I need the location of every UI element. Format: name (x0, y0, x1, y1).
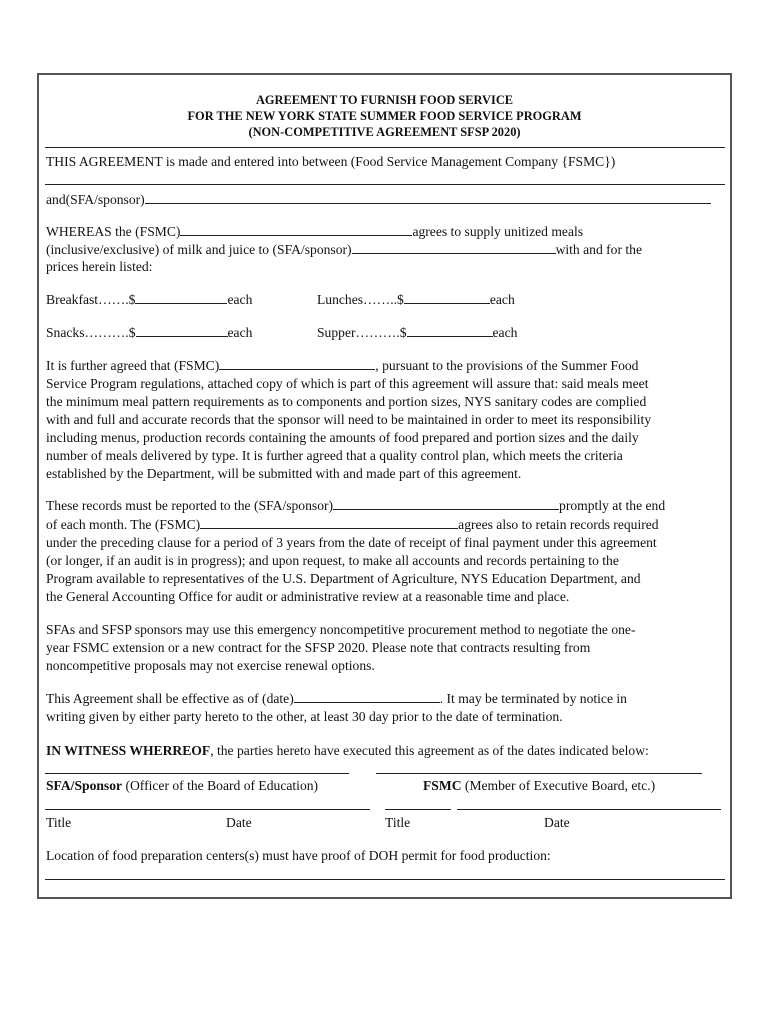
further-label: It is further agreed that (FSMC) (46, 358, 220, 373)
fsmc-title-field[interactable] (385, 809, 451, 810)
doc-title-line3: (NON-COMPETITIVE AGREEMENT SFSP 2020) (248, 125, 521, 139)
supper-each: each (492, 325, 518, 340)
sfa-sponsor-label: SFA/Sponsor (46, 778, 123, 793)
and-sfa-label: and(SFA/sponsor) (46, 192, 145, 207)
further-line5: including menus, production records containing the amounts of food prepared and portion sizes and the daily (46, 430, 639, 445)
supper-price-field[interactable] (407, 323, 493, 337)
fsmc-title-label: Title (385, 815, 411, 830)
records-line6: the General Accounting Office for audit or administrative review at a reasonable time and place. (46, 589, 570, 604)
fsmc-date-label: Date (544, 815, 570, 830)
effective-date-field[interactable] (294, 689, 440, 703)
whereas-inclusive: (inclusive/exclusive) of milk and juice to (SFA/sponsor) (46, 242, 352, 257)
sfas-paragraph (46, 621, 726, 675)
snacks-each: each (227, 325, 253, 340)
records-line4: (or longer, if an audit is in progress); and upon request, to make all accounts and records pertaining to the (46, 553, 619, 568)
records-paragraph (46, 496, 726, 606)
sfa-date-label: Date (226, 815, 252, 830)
fsmc-desc: (Member of Executive Board, etc.) (461, 778, 656, 793)
lunches-each: each (489, 292, 515, 307)
records-agrees: agrees also to retain records required (458, 517, 659, 532)
location-field[interactable] (45, 879, 725, 880)
sfas-line3: noncompetitive proposals may not exercise renewal options. (46, 658, 375, 673)
title-rule (45, 147, 725, 148)
doc-title-line2: FOR THE NEW YORK STATE SUMMER FOOD SERVICE PROGRAM (187, 109, 582, 123)
further-fsmc-field[interactable] (219, 356, 375, 370)
further-line6: number of meals delivered by type. It is further agreed that a quality control plan, which meets the criteria (46, 448, 623, 463)
effective-terminated: . It may be terminated by notice in (439, 691, 627, 706)
effective-label: This Agreement shall be effective as of (date) (46, 691, 294, 706)
whereas-prices: prices herein listed: (46, 259, 153, 274)
sfas-line1: SFAs and SFSP sponsors may use this emergency noncompetitive procurement method to negotiate the one- (46, 622, 636, 637)
whereas-label: WHEREAS the (FSMC) (46, 224, 181, 239)
witness-rest: , the parties hereto have executed this agreement as of the dates indicated below: (210, 743, 649, 758)
records-line5: Program available to representatives of the U.S. Department of Agriculture, NYS Education Department, and (46, 571, 641, 586)
sfa-title-date-field[interactable] (45, 809, 370, 810)
fsmc-date-field[interactable] (457, 809, 721, 810)
fsmc-name-field[interactable] (45, 184, 725, 185)
whereas-sfa-field[interactable] (352, 240, 556, 254)
witness-bold: IN WITNESS WHERREOF (46, 743, 211, 758)
supper-label: Supper……….$ (317, 325, 407, 340)
snacks-price-field[interactable] (136, 323, 228, 337)
sfa-title-label: Title (46, 815, 72, 830)
records-line3: under the preceding clause for a period of 3 years from the date of receipt of final payment under this agreement (46, 535, 657, 550)
records-month: of each month. The (FSMC) (46, 517, 201, 532)
further-line4: with and full and accurate records that the sponsor will need to be maintained in order to meet its responsibility (46, 412, 652, 427)
breakfast-each: each (227, 292, 253, 307)
records-sfa-field[interactable] (333, 496, 559, 510)
breakfast-label: Breakfast…….$ (46, 292, 136, 307)
records-fsmc-field[interactable] (200, 515, 458, 529)
further-line3: the minimum meal pattern requirements as to components and portion sizes, NYS sanitary codes are complied (46, 394, 647, 409)
records-promptly: promptly at the end (559, 498, 666, 513)
whereas-fsmc-field[interactable] (180, 222, 412, 236)
effective-paragraph (46, 689, 726, 726)
sfa-sponsor-desc: (Officer of the Board of Education) (122, 778, 319, 793)
lunches-price-field[interactable] (404, 290, 490, 304)
fsmc-label: FSMC (423, 778, 462, 793)
sfas-line2: year FSMC extension or a new contract for the SFSP 2020. Please note that contracts resulting from (46, 640, 591, 655)
whereas-with: with and for the (555, 242, 643, 257)
sfa-signature-field[interactable] (45, 773, 349, 774)
further-paragraph (46, 356, 726, 483)
whereas-agrees: agrees to supply unitized meals (412, 224, 584, 239)
breakfast-price-field[interactable] (135, 290, 227, 304)
further-line7: established by the Department, will be submitted with and made part of this agreement. (46, 466, 522, 481)
sfa-name-field[interactable] (145, 190, 711, 204)
further-pursuant: , pursuant to the provisions of the Summer Food (375, 358, 639, 373)
lunches-label: Lunches……..$ (317, 292, 404, 307)
records-label: These records must be reported to the (SFA/sponsor) (46, 498, 334, 513)
effective-line2: writing given by either party hereto to the other, at least 30 day prior to the date of termination. (46, 709, 563, 724)
further-line2: Service Program regulations, attached copy of which is part of this agreement will assure that: said meals meet (46, 376, 649, 391)
doc-title-line1: AGREEMENT TO FURNISH FOOD SERVICE (255, 93, 514, 107)
intro-line: THIS AGREEMENT is made and entered into between (Food Service Management Company {FSMC}) (46, 154, 616, 169)
fsmc-signature-field[interactable] (376, 773, 702, 774)
witness-line (46, 742, 649, 760)
location-line: Location of food preparation centers(s) must have proof of DOH permit for food production: (46, 848, 551, 863)
snacks-label: Snacks……….$ (46, 325, 136, 340)
